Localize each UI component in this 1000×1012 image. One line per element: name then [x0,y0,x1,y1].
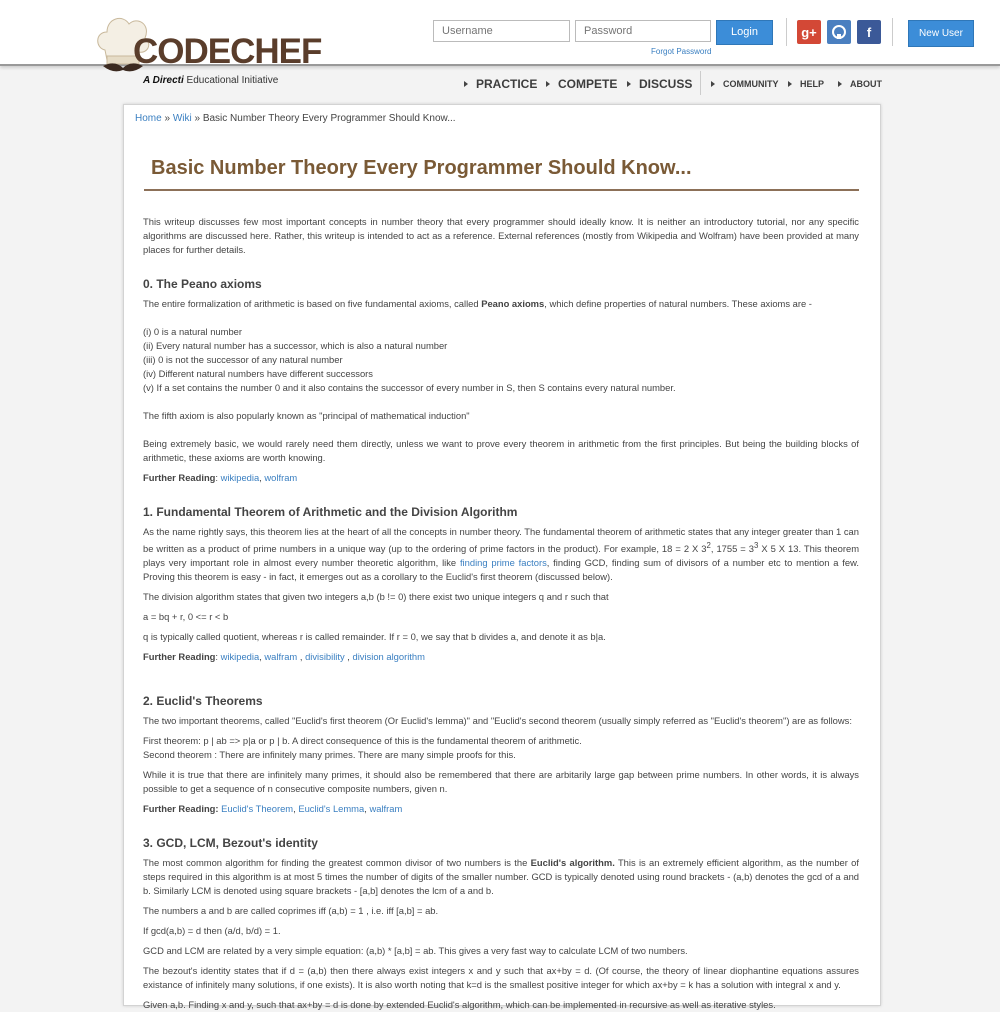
equation: a = bq + r, 0 <= r < b [143,611,229,623]
title-divider [144,189,859,191]
further-reading-label: Further Reading: [143,803,219,815]
separator [892,18,893,46]
axiom-item: (iii) 0 is not the successor of any natural number [143,354,343,365]
text: , which define properties of natural numbers. These axioms are - [544,298,812,309]
login-button[interactable]: Login [716,20,773,45]
breadcrumb-home[interactable]: Home [135,113,162,124]
logo-tag-brand: A Directi [143,75,184,86]
nav-label: PRACTICE [476,77,538,91]
logo-tag-rest: Educational Initiative [186,75,279,86]
axiom-item: (v) If a set contains the number 0 and it also contains the successor of every number in S, then S contains every natural number. [143,382,676,393]
chevron-right-icon [464,81,468,87]
axiom-item: (iv) Different natural numbers have different successors [143,368,373,379]
chevron-right-icon [546,81,550,87]
link-euclids-lemma[interactable]: Euclid's Lemma [298,803,365,815]
paragraph: The numbers a and b are called coprimes iff (a,b) = 1 , i.e. iff [a,b] = ab. [143,905,439,917]
paragraph: Being extremely basic, we would rarely need them directly, unless we want to prove every theorem in arithmetic from the first principles. But being the building blocks of arithmetic, these axioms are worth knowing. [143,438,859,463]
nav-help[interactable] [788,79,824,89]
text: The most common algorithm for finding the greatest common divisor of two numbers is the [143,857,531,869]
further-reading: Further Reading: wikipedia, walfram , divisibility , division algorithm [143,651,425,663]
chevron-right-icon [627,81,631,87]
link-wikipedia[interactable]: wikipedia [220,472,260,483]
breadcrumb-wiki[interactable]: Wiki [172,113,192,124]
content-panel [123,104,881,1011]
link-division-algorithm[interactable]: division algorithm [352,651,425,663]
text: This is an extremely efficient algorithm, as the number of steps required in this algorithm is at most 5 times the number of digits of the smaller number. GCD is typically denoted using round brackets - (a,b) denotes the gcd of a and b. Similarly LCM is denoted using square brackets - [a,b] denotes the lcm of a and b. [143,857,859,897]
link-walfram[interactable]: walfram [264,651,298,663]
paragraph: GCD and LCM are related by a very simple equation: (a,b) * [a,b] = ab. This gives a very fast way to calculate LCM of two numbers. [143,945,688,957]
bold-term: Peano axioms [481,298,545,309]
chevron-right-icon [711,81,715,87]
chevron-right-icon [838,81,842,87]
username-input[interactable] [433,20,570,42]
github-icon[interactable] [827,20,851,44]
superscript: 2 [706,541,711,550]
text: , finding GCD, finding sum of divisors of a number etc to mention a few. Proving this theorem is easy - in fact, it emerges out as a corollary to the Euclid's first theorem (discussed below). [143,557,859,583]
breadcrumb-current: Basic Number Theory Every Programmer Should Know... [202,113,456,124]
axiom-item: (i) 0 is a natural number [143,326,243,337]
section-heading: 3. GCD, LCM, Bezout's identity [143,836,318,851]
separator [700,71,701,95]
nav-discuss[interactable] [627,77,692,91]
link-finding-prime-factors[interactable]: finding prime factors [459,557,547,569]
link-wolfram[interactable]: wolfram [264,472,298,483]
nav-label: DISCUSS [639,77,693,91]
new-user-button[interactable]: New User [908,20,974,47]
nav-compete[interactable] [546,77,617,91]
further-reading-label: Further Reading [143,472,216,483]
link-euclids-theorem[interactable]: Euclid's Theorem [221,803,294,815]
paragraph: The bezout's identity states that if d = (a,b) then there always exist integers x and y such that ax+by = d. (Of course, the theory of linear diophantine equations assures existance of infinitely many solutions, if one exists). It is also worth noting that k=d is the smallest positive integer for which ax+by = k has a solution with integral x and y. [143,965,859,991]
facebook-icon[interactable]: f [857,20,881,44]
text: The entire formalization of arithmetic is based on five fundamental axioms, called [143,298,482,309]
text: As the name rightly says, this theorem lies at the heart of all the concepts in number theory. The fundamental theorem of arithmetic states that any integer greater than 1 can be written as a product of prime numbers in a unique way (up to the ordering of prime factors in the product). For example, 18 = 2 X 3 [143,526,859,555]
paragraph: Given a,b. Finding x and y, such that ax+by = d is done by extended Euclid's algorithm, which can be implemented in recursive as well as iterative styles. [143,999,776,1011]
link-wikipedia[interactable]: wikipedia [220,651,260,663]
paragraph: Second theorem : There are infinitely many primes. There are many simple proofs for this. [143,749,516,761]
section-heading: 0. The Peano axioms [143,277,262,291]
breadcrumb-separator: » [194,113,201,124]
chevron-right-icon [788,81,792,87]
paragraph [143,856,859,898]
intro-paragraph: This writeup discusses few most important concepts in number theory that every programmer should ideally know. It is neither an introductory tutorial, nor any specific algorithms are discussed here. Rather, this writeup is intended to act as a reference. External references (mostly from Wikipedia and Wolfram) have been provided at many places for further details. [143,216,859,255]
link-divisibility[interactable]: divisibility [305,651,345,663]
page-title: Basic Number Theory Every Programmer Should Know... [151,157,692,179]
section-heading: 1. Fundamental Theorem of Arithmetic and the Division Algorithm [143,505,518,519]
nav-community[interactable] [711,79,779,89]
further-reading: Further Reading: wikipedia, wolfram [143,472,298,483]
paragraph: q is typically called quotient, whereas r is called remainder. If r = 0, we say that b divides a, and denote it as b|a. [143,631,606,643]
nav-label: HELP [800,79,825,89]
nav-label: COMMUNITY [723,79,779,89]
logo-tagline [143,75,278,86]
paragraph: The division algorithm states that given two integers a,b (b != 0) there exist two unique integers q and r such that [143,591,609,603]
nav-about[interactable] [838,79,882,89]
paragraph: The fifth axiom is also popularly known as "principal of mathematical induction" [143,410,470,421]
codechef-logo[interactable] [93,10,322,90]
breadcrumb [135,113,456,124]
section-heading: 2. Euclid's Theorems [143,694,263,709]
paragraph: If gcd(a,b) = d then (a/d, b/d) = 1. [143,925,281,937]
google-plus-icon[interactable]: g+ [797,20,821,44]
nav-label: ABOUT [850,79,882,89]
axiom-item: (ii) Every natural number has a successor, which is also a natural number [143,340,448,351]
paragraph: The two important theorems, called "Euclid's first theorem (Or Euclid's lemma)" and "Euclid's second theorem (usually simply referred as "Euclid's theorem") are as follows: [143,715,852,727]
paragraph: First theorem: p | ab => p|a or p | b. A direct consequence of this is the fundamental theorem of arithmetic. [143,735,582,747]
superscript: 3 [754,541,759,550]
paragraph [143,297,859,311]
github-glyph [831,24,847,40]
text: X 5 X 13. This theorem plays very important role in almost every number theoretic algorithm, like [143,543,859,569]
article-body [143,215,859,1012]
further-reading-label: Further Reading [143,651,216,663]
link-walfram[interactable]: walfram [369,803,403,815]
paragraph [143,525,859,584]
separator [786,18,787,46]
breadcrumb-separator: » [164,113,171,124]
text: , 1755 = 3 [710,543,754,555]
further-reading: Further Reading: Euclid's Theorem, Euclid's Lemma, walfram [143,803,403,815]
nav-label: COMPETE [558,77,618,91]
password-input[interactable] [575,20,711,42]
bold-term: Euclid's algorithm. [530,857,615,869]
logo-wordmark: CODECHEF [133,32,322,71]
forgot-password-link[interactable]: Forgot Password [651,47,712,56]
paragraph: While it is true that there are infinitely many primes, it should also be remembered that there are arbitarily large gap between prime numbers. In other words, it is always possible to get a sequence of n consecutive composite numbers, given n. [143,769,859,795]
nav-practice[interactable] [464,77,537,91]
